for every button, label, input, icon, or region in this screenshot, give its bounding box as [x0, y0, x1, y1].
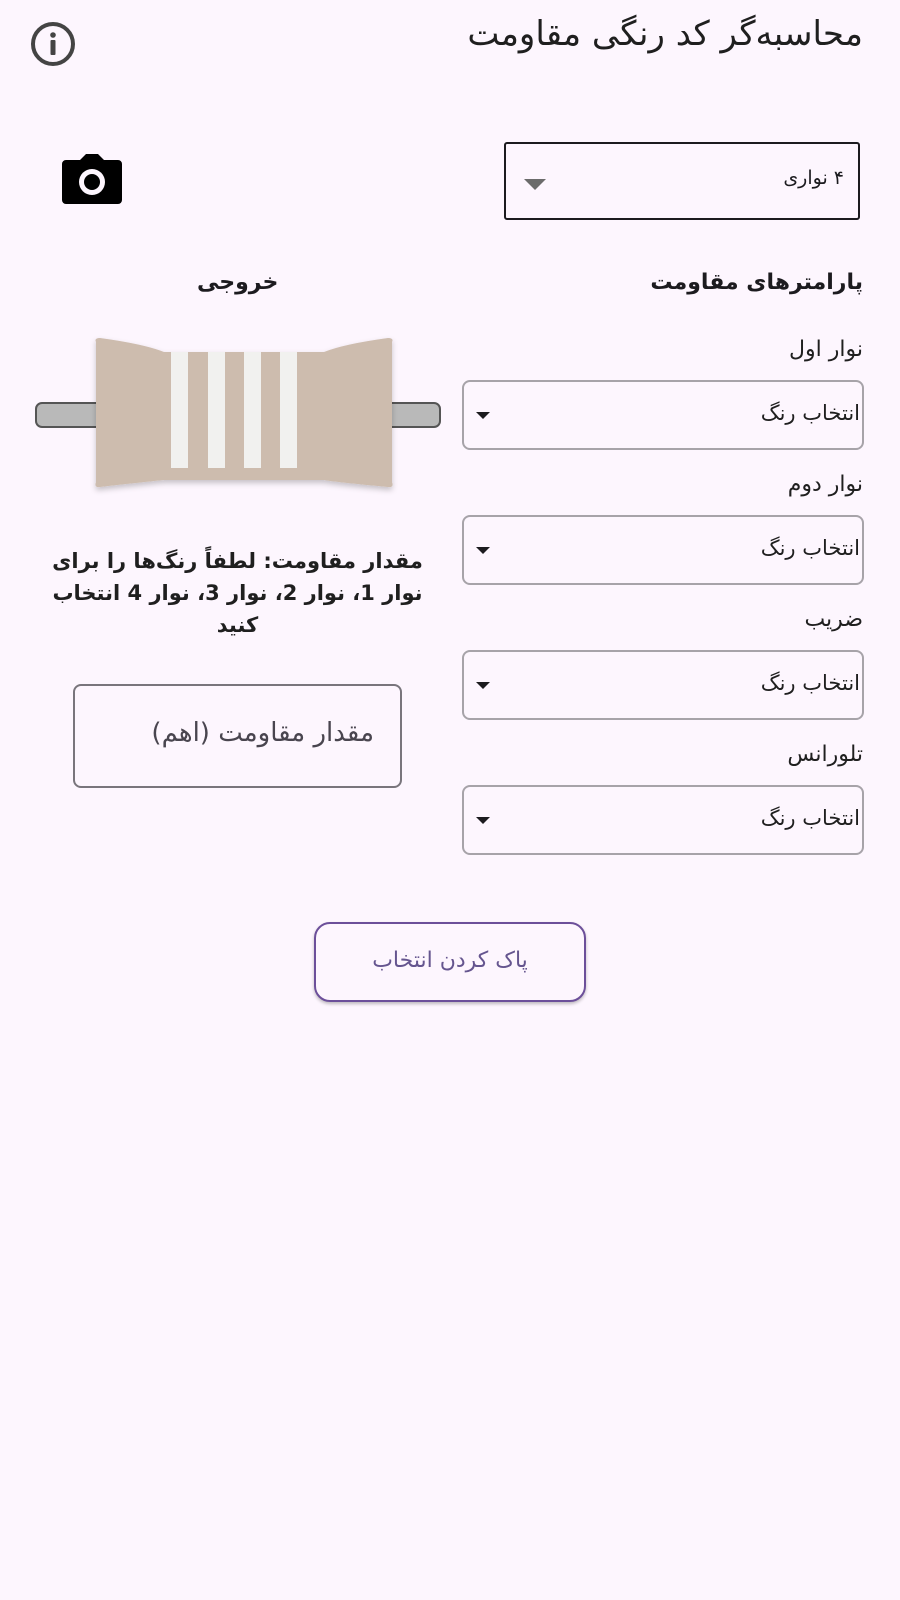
info-icon [30, 21, 76, 67]
tolerance-label: تلورانس [787, 742, 863, 767]
band1-label: نوار اول [789, 337, 863, 362]
band2-select[interactable] [462, 515, 864, 585]
app-title: محاسبه‌گر کد رنگی مقاومت [467, 14, 863, 54]
band-count-value: ۴ نواری [783, 167, 844, 189]
chevron-down-icon [476, 412, 490, 419]
band2-label: نوار دوم [787, 472, 863, 497]
tolerance-select[interactable] [462, 785, 864, 855]
resistor-illustration [34, 330, 442, 498]
ohm-value-field[interactable] [73, 684, 402, 788]
tolerance-value: انتخاب رنگ [760, 806, 860, 830]
params-section-title: پارامترهای مقاومت [650, 270, 863, 295]
ohm-value-placeholder: مقدار مقاومت (اهم) [151, 718, 374, 748]
resistor-band-2 [208, 352, 225, 468]
resistor-band-1 [171, 352, 188, 468]
resistor-band-3 [244, 352, 261, 468]
band-count-select[interactable] [504, 142, 860, 220]
resistor-band-4 [280, 352, 297, 468]
camera-button[interactable] [60, 152, 124, 208]
output-section-title: خروجی [197, 270, 279, 295]
multiplier-select[interactable] [462, 650, 864, 720]
band1-select[interactable] [462, 380, 864, 450]
result-message: مقدار مقاومت: لطفاً رنگ‌ها را برای نوار 1، نوار 2، نوار 3، نوار 4 انتخاب کنید [52, 549, 423, 637]
camera-icon [60, 152, 124, 208]
clear-selection-label: پاک کردن انتخاب [372, 948, 528, 973]
band2-value: انتخاب رنگ [760, 536, 860, 560]
multiplier-label: ضریب [804, 607, 863, 632]
chevron-down-icon [476, 682, 490, 689]
chevron-down-icon [476, 547, 490, 554]
band1-value: انتخاب رنگ [760, 401, 860, 425]
multiplier-value: انتخاب رنگ [760, 671, 860, 695]
info-button[interactable] [30, 21, 76, 67]
clear-selection-button[interactable] [314, 922, 586, 1002]
chevron-down-icon [476, 817, 490, 824]
chevron-down-icon [524, 179, 546, 190]
